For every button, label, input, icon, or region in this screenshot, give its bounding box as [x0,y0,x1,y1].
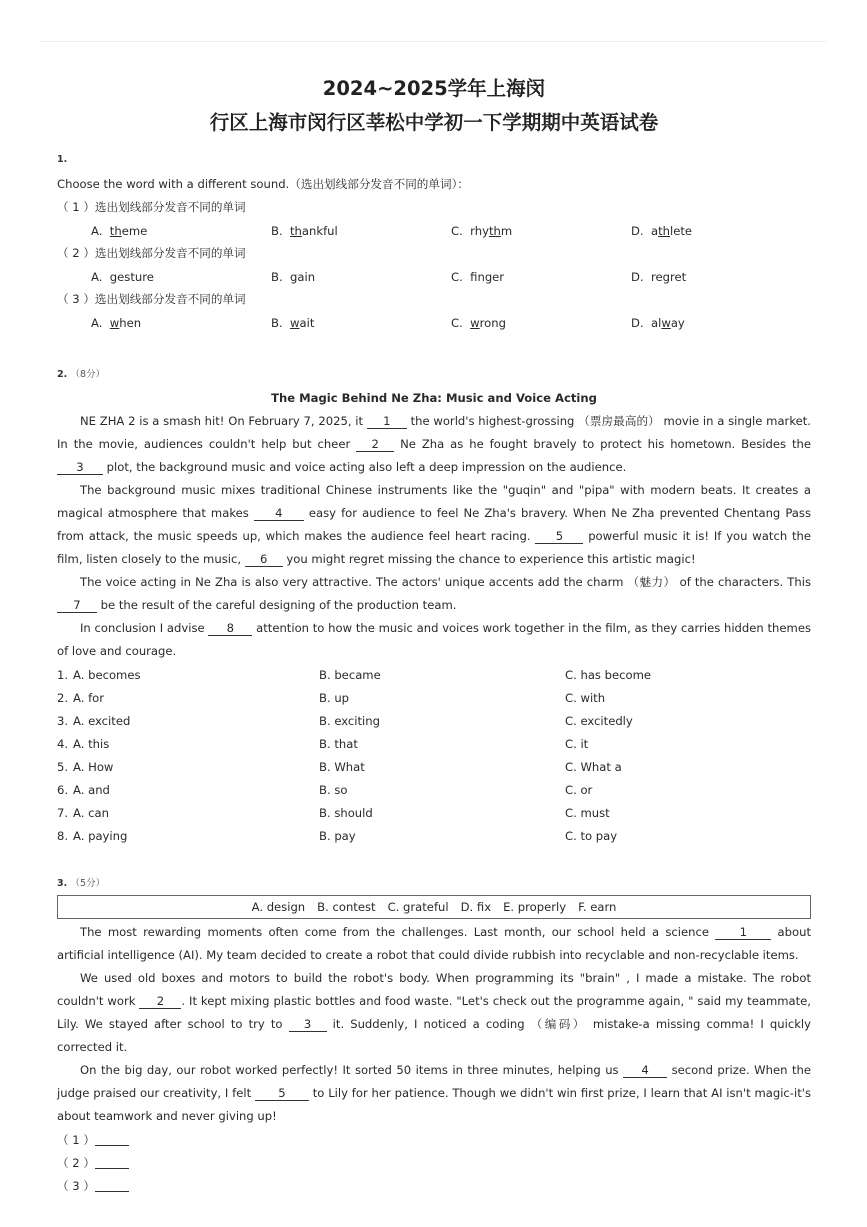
question-3 [57,875,811,1197]
word-bank-item: E. properly [503,900,567,914]
q1-1-option-a[interactable]: A. theme [91,223,148,238]
q2-option-a[interactable]: A. paying [73,828,128,843]
q2-option-b[interactable]: B. exciting [319,713,380,728]
q2-option-number: 4. [57,736,69,751]
q2-option-row [57,663,811,686]
q2-option-c[interactable]: C. with [565,690,606,705]
q2-option-row [57,686,811,709]
q1-2-option-a[interactable]: A. gesture [91,269,154,284]
q2-option-c[interactable]: C. What a [565,759,622,774]
answer-blank[interactable] [95,1133,129,1146]
q2-paragraph-4: In conclusion I advise 8 attention to how the music and voices work together in the film, as they carries hidden themes of love and courage. [57,621,812,658]
q2-option-number: 6. [57,782,69,797]
q2-option-number: 1. [57,667,69,682]
q1-2-option-b[interactable]: B. gain [271,269,316,284]
q2-option-c[interactable]: C. to pay [565,828,618,843]
q1-sub-3-options [57,311,811,334]
q2-option-b[interactable]: B. pay [319,828,356,843]
question-1 [57,154,811,334]
q2-option-row [57,801,811,824]
q3-paragraph-1: The most rewarding moments often come from the challenges. Last month, our school held a science 1 about artificial intelligence (AI). My team decided to create a robot that could divide rubbish into recyclable and non-recyclable items. [57,925,811,962]
word-bank-item: B. contest [317,900,376,914]
q1-1-option-d[interactable]: D. athlete [631,223,693,238]
q2-option-a[interactable]: A. excited [73,713,131,728]
q1-sub-2-options [57,265,811,288]
q1-2-option-c[interactable]: C. finger [451,269,505,284]
q3-answer-line-1: （ 1 ） [57,1128,811,1151]
q3-blank-2[interactable]: 2 [139,994,181,1009]
q2-option-b[interactable]: B. so [319,782,348,797]
passage-title: The Magic Behind Ne Zha: Music and Voice Acting [271,391,597,405]
q3-paragraph-2: We used old boxes and motors to build the robot's body. When programming its "brain" , I made a mistake. The robot couldn't work 2 . It kept mixing plastic bottles and food waste. "Let's check out the programme again, " said my teammate, Lily. We stayed after school to try to 3 it. Suddenly, I noticed a coding （编码） mistake-a missing comma! I quickly corrected it. [57,971,811,1054]
q2-option-b[interactable]: B. should [319,805,373,820]
q3-blank-3[interactable]: 3 [289,1017,327,1032]
word-bank-box [57,895,811,919]
page-top-rule [40,41,827,42]
q3-blank-5[interactable]: 5 [255,1086,309,1101]
q2-option-row [57,778,811,801]
q2-option-a[interactable]: A. for [73,690,105,705]
blank-5[interactable]: 5 [535,529,583,544]
q2-option-number: 3. [57,713,69,728]
word-bank-item: C. grateful [387,900,449,914]
word-bank-item: D. fix [460,900,492,914]
q2-option-c[interactable]: C. or [565,782,593,797]
question-1-number: 1. [57,154,68,165]
q2-option-c[interactable]: C. it [565,736,589,751]
q2-option-row [57,755,811,778]
q2-option-a[interactable]: A. How [73,759,114,774]
q2-option-row [57,824,811,847]
q2-option-c[interactable]: C. excitedly [565,713,633,728]
q2-option-a[interactable]: A. becomes [73,667,141,682]
q1-3-option-a[interactable]: A. when [91,315,142,330]
blank-1[interactable]: 1 [367,414,407,429]
q1-sub-1-options [57,219,811,242]
q2-option-row [57,709,811,732]
q2-option-number: 2. [57,690,69,705]
title-line-2: 行区上海市闵行区莘松中学初一下学期期中英语试卷 [209,111,659,134]
question-1-instruction: Choose the word with a different sound.（选出划线部分发音不同的单词）： [57,177,469,191]
q2-option-c[interactable]: C. has become [565,667,652,682]
q2-paragraph-2: The background music mixes traditional Chinese instruments like the "guqin" and "pipa" with modern beats. It creates a magical atmosphere that makes 4 easy for audience to feel Ne Zha's bravery. When Ne Zha prevented Chentang Pass from attack, the music speeds up, which makes the audience feel heart racing. 5 powerful music it is! If you watch the film, listen closely to the music, 6 you might regret missing the chance to experience this artistic magic! [57,483,812,566]
q1-3-option-b[interactable]: B. wait [271,315,315,330]
q3-answer-line-3: （ 3 ） [57,1174,811,1197]
question-2 [57,366,811,847]
q2-option-b[interactable]: B. that [319,736,358,751]
q1-1-option-c[interactable]: C. rhythm [451,223,513,238]
q1-3-option-c[interactable]: C. wrong [451,315,506,330]
q1-sub-3-label: （ 3 ）选出划线部分发音不同的单词 [57,292,246,306]
q2-option-a[interactable]: A. this [73,736,110,751]
q1-1-option-b[interactable]: B. thankful [271,223,338,238]
word-bank-item: A. design [251,900,306,914]
blank-7[interactable]: 7 [57,598,97,613]
q3-paragraph-3: On the big day, our robot worked perfectly! It sorted 50 items in three minutes, helping us 4 second prize. When the judge praised our creativity, I felt 5 to Lily for her patience. Though we didn't win first prize, I learn that AI isn't magic-it's about teamwork and never giving up! [57,1063,811,1123]
q2-option-row [57,732,811,755]
q3-blank-1[interactable]: 1 [715,925,771,940]
title-line-1: 2024~2025学年上海闵 [322,77,546,100]
q1-sub-2-label: （ 2 ）选出划线部分发音不同的单词 [57,246,246,260]
q2-option-number: 5. [57,759,69,774]
question-3-number: 3. （5分） [57,878,106,889]
q2-option-c[interactable]: C. must [565,805,610,820]
blank-6[interactable]: 6 [245,552,283,567]
question-3-score: （5分） [70,878,106,889]
blank-3[interactable]: 3 [57,460,103,475]
q3-blank-4[interactable]: 4 [623,1063,667,1078]
q2-option-b[interactable]: B. became [319,667,381,682]
q2-option-a[interactable]: A. and [73,782,110,797]
question-2-score: （8分） [70,369,106,380]
q3-answer-line-2: （ 2 ） [57,1151,811,1174]
q1-sub-1-label: （ 1 ）选出划线部分发音不同的单词 [57,200,246,214]
q1-3-option-d[interactable]: D. alway [631,315,685,330]
q2-option-b[interactable]: B. up [319,690,350,705]
q2-option-number: 7. [57,805,69,820]
exam-page [57,70,811,1197]
answer-blank[interactable] [95,1156,129,1169]
q2-options-list [57,663,811,847]
q2-option-a[interactable]: A. can [73,805,109,820]
question-2-number: 2. （8分） [57,369,106,380]
q2-paragraph-3: The voice acting in Ne Zha is also very attractive. The actors' unique accents add the charm （魅力） of the characters. This 7 be the result of the careful designing of the production team. [57,571,811,617]
q2-paragraph-1: NE ZHA 2 is a smash hit! On February 7, 2025, it 1 the world's highest-grossing （票房最高的） movie in a single market. In the movie, audiences couldn't help but cheer 2 Ne Zha as he fought bravely to protect his hometown. Besides the 3 plot, the background music and voice acting also left a deep impression on the audience. [57,414,812,474]
q2-option-number: 8. [57,828,69,843]
blank-8[interactable]: 8 [208,621,252,636]
q2-option-b[interactable]: B. What [319,759,365,774]
exam-title [57,72,811,140]
q1-2-option-d[interactable]: D. regret [631,269,687,284]
answer-blank[interactable] [95,1179,129,1192]
word-bank-item: F. earn [578,900,617,914]
blank-4[interactable]: 4 [254,506,304,521]
blank-2[interactable]: 2 [356,437,394,452]
